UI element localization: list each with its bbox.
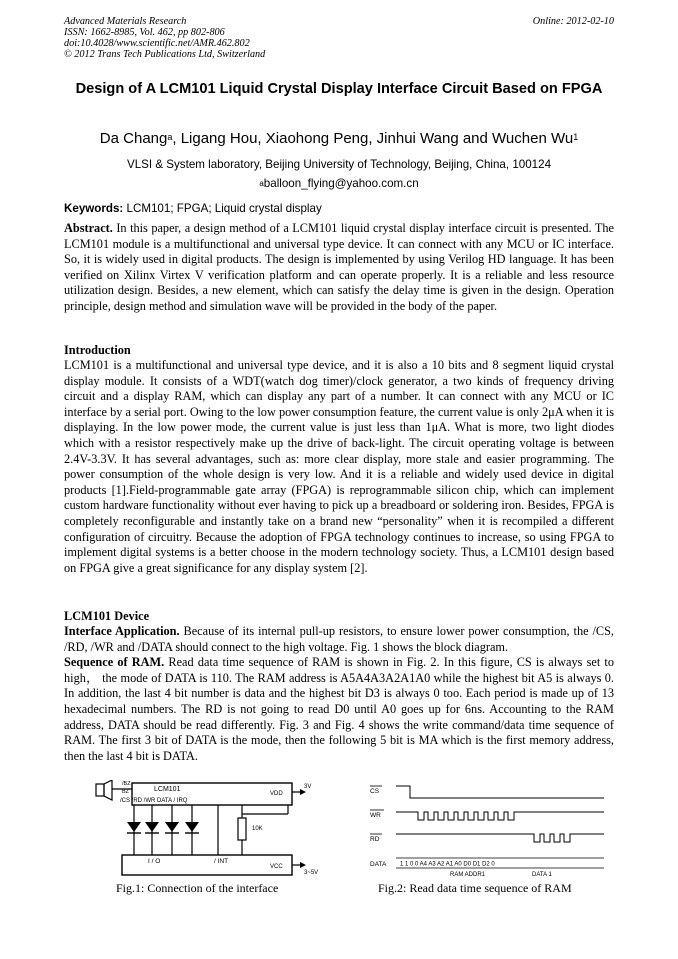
int-label: / INT — [214, 858, 229, 865]
fig1-caption: Fig.1: Connection of the interface — [116, 881, 279, 895]
diode-icon — [165, 822, 179, 832]
rd-waveform — [396, 834, 604, 842]
ram-addr-label: RAM ADDR1 — [450, 872, 486, 878]
diode-icon — [127, 822, 141, 832]
lcm101-device-heading: LCM101 Device — [64, 609, 150, 623]
vdd-3v: 3V — [304, 784, 312, 790]
resistor-value: 10K — [252, 826, 263, 832]
author-list — [40, 130, 638, 148]
keywords — [64, 202, 624, 216]
other-authors: , Ligang Hou, Xiaohong Peng, Jinhui Wang and Wuchen Wu — [172, 130, 574, 147]
chip-label: LCM101 — [154, 786, 181, 793]
sequence-of-ram-paragraph — [64, 655, 614, 764]
abstract-text: In this paper, a design method of a LCM101 liquid crystal display interface circuit is presented. The LCM101 module is a multifunctional and universal type device. It can connect with any MCU or IC interface. So, it is widely used in digital products. The design is implemented by using Verilog HD language. It has been verified on Xilinx Virtex V verification platform and can operate properly. It is a reliable and less resource utilization design. Besides, a new element, which can satisfy the delay time is given in the design. Operation principle, design method and simulation wave will be provided in the body of the paper. — [64, 221, 614, 313]
fig2-timing-diagram — [366, 780, 606, 880]
introduction-text: LCM101 is a multifunctional and universal type device, and it is also a 10 bits and 8 segment liquid crystal display module. It consists of a WDT(watch dog timer)/clock generator, a two kinds of frequency driving circuit and a display RAM, which can display any part of a number. It can connect with any MCU or IC interface by a serial port. Owing to the low power consumption feature, the current value is only 2μA when it is displaying. In the low power mode, the current value is just less than 1μA. What is more, two light diodes which with a resistor respectively make up the drive of back-light. The circuit operating voltage is between 2.4V-3.3V. It has several advantages, such as: more clear display, more stale and easier programming. The power consumption of the whole design is very low. And it is a reliable and widely used device in digital products [1].Field-programmable gate array (FPGA) is reprogrammable silicon chip, which can implement custom hardware functionality without ever having to pick up a breadboard or soldering iron. Besides, FPGA is completely reconfigurable and instantly take on a brand new “personality” when it is recompiled a different configuration of circuitry. Because the adoption of FPGA technology continues to increase, so using FPGA to implement digital systems is a better choose in the modern technology society. Thus, a LCM101 design based on FPGA give a great significance for any display system [2]. — [64, 358, 614, 575]
email-address[interactable]: balloon_flying@yahoo.com.cn — [263, 177, 419, 190]
diode-icon — [185, 822, 199, 832]
vcc-label: VCC — [270, 864, 283, 870]
cs-waveform — [396, 786, 604, 798]
data1-label: DATA 1 — [532, 872, 552, 878]
paper-title: Design of A LCM101 Liquid Crystal Display Interface Circuit Based on FPGA — [75, 81, 603, 97]
vcc-range: 3~5V — [304, 870, 319, 876]
lcm101-device-section — [64, 624, 614, 764]
pin-vdd: VDD — [270, 791, 283, 797]
pin-bz: BZ — [122, 789, 130, 795]
first-author-sup: a — [167, 132, 173, 142]
keywords-label: Keywords: — [64, 202, 124, 215]
fig1-interface-diagram — [92, 780, 332, 880]
copyright-line: © 2012 Trans Tech Publications Ltd, Switzerland — [64, 49, 266, 60]
diode-icon — [145, 822, 159, 832]
wr-signal-label: WR — [370, 812, 381, 819]
pin-row: /CS /RD /WR DATA / IRQ — [120, 798, 188, 804]
wr-waveform — [396, 812, 604, 820]
abstract — [64, 221, 614, 315]
affiliation: VLSI & System laboratory, Beijing University of Technology, Beijing, China, 100124 — [126, 158, 552, 171]
rd-signal-label: RD — [370, 836, 380, 843]
buzzer-icon — [96, 784, 104, 796]
fig2-caption: Fig.2: Read data time sequence of RAM — [378, 881, 572, 895]
journal-header — [64, 16, 424, 60]
first-author: Da Chang — [99, 130, 168, 147]
interface-application-label: Interface Application. — [64, 624, 180, 638]
data-signal-label: DATA — [370, 861, 387, 868]
resistor-icon — [238, 818, 246, 840]
data-bits: 1 1 0 0 A4 A3 A2 A1 A0 D0 D1 D2 0 — [400, 861, 495, 868]
other-authors-sup: 1 — [573, 132, 579, 142]
buzzer-cone — [104, 780, 112, 800]
keywords-text: LCM101; FPGA; Liquid crystal display — [123, 202, 322, 215]
doi-line: doi:10.4028/www.scientific.net/AMR.462.802 — [64, 38, 250, 49]
interface-application-paragraph — [64, 624, 614, 655]
sequence-of-ram-text: Read data time sequence of RAM is shown in Fig. 2. In this figure, CS is always set to high， the mode of DATA is 110. The RAM address is A5A4A3A2A1A0 while the highest bit A5 is always 0. In addition, the last 4 bit number is data and the highest bit D3 is always 0 too. Each period is made up of 13 hexadecimal numbers. The RD is not going to read D0 until A0 goes up for 6ns. Accounting to the RAM address, DATA should be read differently. Fig. 3 and Fig. 4 shows the write command/data time sequence of RAM. The first 3 bit of DATA is the mode, then the following 5 bit is MA which is the first memory address, then the last 4 bit is DATA. — [64, 655, 614, 763]
author-email — [40, 177, 638, 191]
pin-bz-inv: /BZ — [122, 781, 131, 787]
journal-name: Advanced Materials Research — [64, 16, 187, 27]
online-date: Online: 2012-02-10 — [532, 16, 614, 27]
introduction-heading: Introduction — [64, 343, 131, 357]
sequence-of-ram-label: Sequence of RAM. — [64, 655, 165, 670]
email-sup: a — [259, 179, 264, 188]
io-label: I / O — [148, 858, 161, 865]
issn-line: ISSN: 1662-8985, Vol. 462, pp 802-806 — [64, 27, 225, 38]
cs-signal-label: CS — [370, 788, 380, 795]
abstract-label: Abstract. — [64, 221, 113, 235]
interface-application-text: Because of its internal pull-up resistors, to ensure lower power consumption, the /CS, /RD, /WR and /DATA should connect to the high voltage. Fig. 1 shows the block diagram. — [64, 624, 615, 654]
